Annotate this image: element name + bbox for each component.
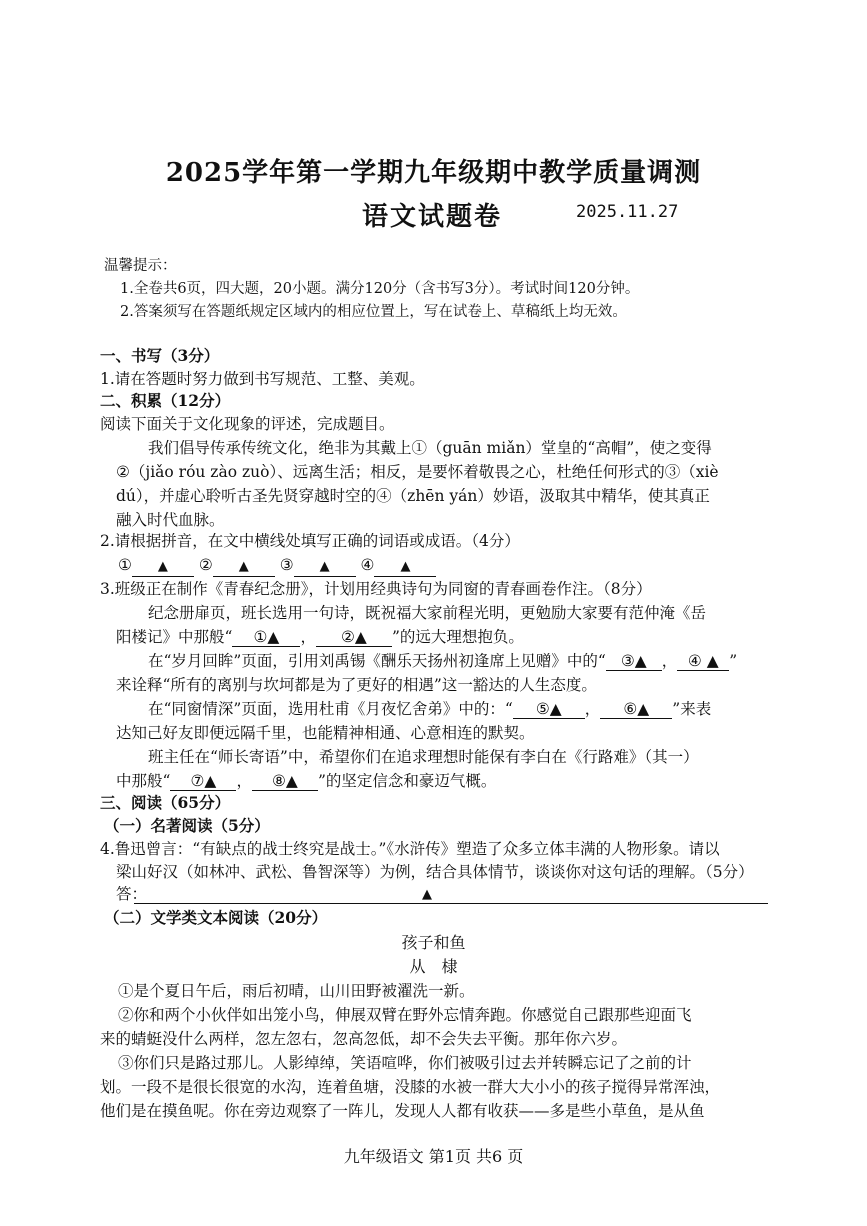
q3-text: 3.班级正在制作《青春纪念册》，计划用经典诗句为同窗的青春画卷作注。（8分） (100, 580, 652, 598)
answer-blank[interactable]: ▲ (294, 556, 356, 577)
answer-blank[interactable]: ▲ (132, 556, 194, 577)
q2-mark: ④ (360, 556, 375, 574)
q4-line1: 4.鲁迅曾言：“有缺点的战士终究是战士。”《水浒传》塑造了众多立体丰满的人物形象。请以 (100, 840, 720, 858)
q2-mark: ① (118, 556, 132, 574)
story-paragraph: 他们是在摸鱼呢。你在旁边观察了一阵儿，发现人人都有收获——多是些小草鱼，是从鱼 (100, 1102, 705, 1120)
q2-text: 2.请根据拼音，在文中横线处填写正确的词语或成语。（4分） (100, 532, 520, 550)
answer-label: 答： (116, 885, 148, 903)
q3-para3-line1: 在“同窗情深”页面，选用杜甫《月夜忆舍弟》中的：“ ⑤▲ ， ⑥▲ ”来表 (148, 700, 712, 718)
answer-blank[interactable]: ⑧▲ (252, 772, 318, 791)
section2-heading: 二、积累（12分） (100, 391, 231, 410)
answer-blank[interactable]: ③▲ (606, 652, 662, 671)
q3-para1-line1: 纪念册扉页，班长选用一句诗，既祝福大家前程光明，更勉励大家要有范仲淹《岳 (148, 604, 707, 622)
q2-mark: ② (198, 556, 213, 574)
section3-heading: 三、阅读（65分） (100, 793, 231, 812)
story-paragraph: ②你和两个小伙伴如出笼小鸟，伸展双臂在野外忘情奔跑。你感觉自己跟那些迎面飞 (118, 1006, 692, 1024)
answer-blank[interactable]: ⑥▲ (600, 700, 672, 719)
exam-title: 2025学年第一学期九年级期中教学质量调测 (165, 158, 702, 188)
section3-sub2: （二）文学类文本阅读（20分） (104, 908, 328, 927)
answer-blank[interactable]: ▲ (374, 556, 436, 577)
tips-heading: 温馨提示： (104, 258, 177, 274)
answer-blank[interactable]: ⑤▲ (513, 700, 585, 719)
answer-blank[interactable]: ⑦▲ (170, 772, 236, 791)
answer-line[interactable] (134, 902, 768, 904)
answer-blank[interactable]: ▲ (213, 556, 275, 577)
answer-blank-marker: ▲ (422, 887, 432, 902)
story-paragraph: 划。一段不是很长很宽的水沟，连着鱼塘，没膝的水被一群大大小小的孩子搅得异常浑浊， (100, 1078, 721, 1096)
answer-blank[interactable]: ①▲ (232, 628, 300, 647)
passage-line: 我们倡导传承传统文化，绝非为其戴上①（guān miǎn）堂皇的“高帽”，使之变得 (148, 439, 712, 457)
story-paragraph: ①是个夏日午后，雨后初晴，山川田野被濯洗一新。 (118, 982, 475, 1000)
answer-blank[interactable]: ②▲ (316, 628, 392, 647)
tips-item-2: 2.答案须写在答题纸规定区域内的相应位置上，写在试卷上、草稿纸上均无效。 (120, 304, 627, 320)
q3-para4-line1: 班主任在“师长寄语”中，希望你们在追求理想时能保有李白在《行路难》（其一） (148, 748, 699, 766)
exam-date: 2025.11.27 (576, 202, 679, 222)
story-author: 从 棣 (409, 957, 458, 976)
section3-sub1: （一）名著阅读（5分） (104, 816, 270, 835)
exam-subtitle: 语文试题卷 (362, 202, 503, 232)
page-footer: 九年级语文 第1页 共6 页 (343, 1147, 524, 1166)
tips-item-1: 1.全卷共6页，四大题，20小题。满分120分（含书写3分）。考试时间120分钟。 (120, 281, 640, 297)
q3-para2-line1: 在“岁月回眸”页面，引用刘禹锡《酬乐天扬州初逢席上见赠》中的“ ③▲ ， ④ ▲ ” (148, 652, 738, 670)
q3-para3-line2: 达知己好友即便远隔千里，也能精神相通、心意相连的默契。 (116, 724, 535, 742)
q1-text: 1.请在答题时努力做到书写规范、工整、美观。 (100, 370, 425, 388)
passage-line: 融入时代血脉。 (116, 511, 225, 529)
passage-line: ②（jiǎo róu zào zuò）、远离生活；相反，是要怀着敬畏之心，杜绝任何形式的③（xiè (116, 463, 719, 481)
answer-blank[interactable]: ④ ▲ (677, 652, 729, 671)
q4-line2: 梁山好汉（如林冲、武松、鲁智深等）为例，结合具体情节，谈谈你对这句话的理解。（5分） (116, 863, 754, 881)
story-paragraph: ③你们只是路过那儿。人影绰绰，笑语喧哗，你们被吸引过去并转瞬忘记了之前的计 (118, 1054, 692, 1072)
q3-para1-line2: 阳楼记》中那般“ ①▲ ， ②▲ ”的远大理想抱负。 (116, 628, 524, 646)
passage-line: dú），并虚心聆听古圣先贤穿越时空的④（zhēn yán）妙语，汲取其中精华，使其真正 (116, 487, 710, 505)
q3-para4-line2: 中那般“ ⑦▲ ， ⑧▲ ”的坚定信念和豪迈气概。 (116, 772, 497, 790)
q3-para2-line2: 来诠释“所有的离别与坎坷都是为了更好的相遇”这一豁达的人生态度。 (116, 676, 597, 694)
section2-intro: 阅读下面关于文化现象的评述，完成题目。 (100, 415, 395, 433)
story-title: 孩子和鱼 (401, 933, 466, 952)
q2-mark: ③ (279, 556, 294, 574)
story-paragraph: 来的蜻蜓没什么两样，忽左忽右，忽高忽低，却不会失去平衡。那年你六岁。 (100, 1030, 628, 1048)
q2-blanks (118, 555, 436, 577)
section1-heading: 一、书写（3分） (100, 346, 220, 365)
